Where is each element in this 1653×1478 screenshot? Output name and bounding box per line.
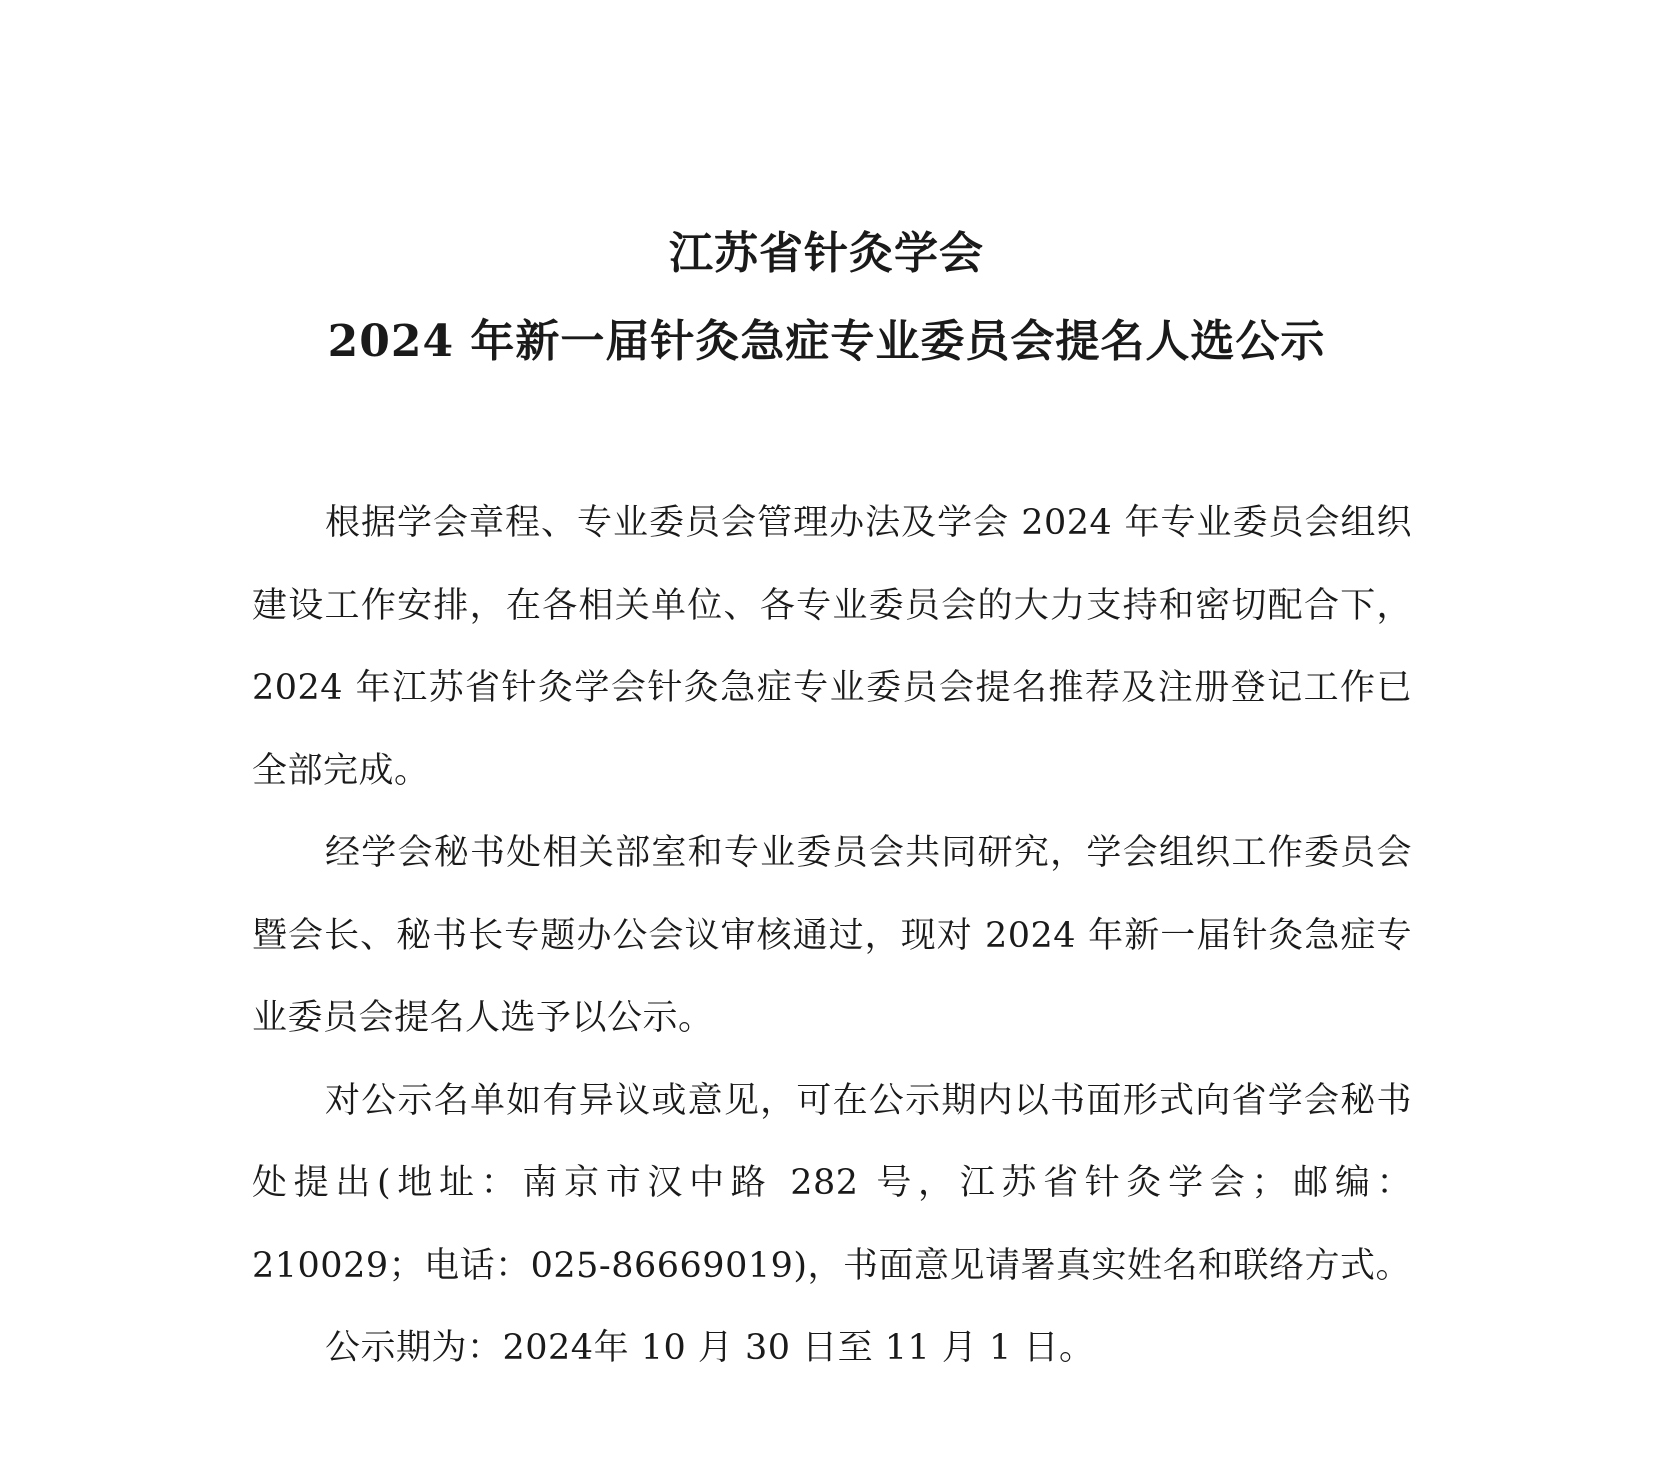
paragraph-basis: 根据学会章程、专业委员会管理办法及学会 2024 年专业委员会组织建设工作安排，在各相关单位、各专业委员会的大力支持和密切配合下，2024 年江苏省针灸学会针灸急症专业委员会提名推荐及注册登记工作已全部完成。 <box>252 503 1412 791</box>
page-subtitle: 2024 年新一届针灸急症专业委员会提名人选公示 <box>327 316 1326 367</box>
paragraph-review: 经学会秘书处相关部室和专业委员会共同研究，学会组织工作委员会暨会长、秘书长专题办公会议审核通过，现对 2024 年新一届针灸急症专业委员会提名人选予以公示。 <box>252 833 1412 1038</box>
paragraph-publicity-period: 公示期为：2024年 10 月 30 日至 11 月 1 日。 <box>325 1328 1095 1368</box>
title-block <box>0 210 1653 386</box>
paragraph-objection: 对公示名单如有异议或意见，可在公示期内以书面形式向省学会秘书处提出(地址：南京市汉中路 282 号，江苏省针灸学会；邮编：210029；电话：025-86669019)，书面意见请署真实姓名和联络方式。 <box>252 1080 1412 1286</box>
document-body <box>252 482 1412 1390</box>
page-title: 江苏省针灸学会 <box>669 228 984 279</box>
